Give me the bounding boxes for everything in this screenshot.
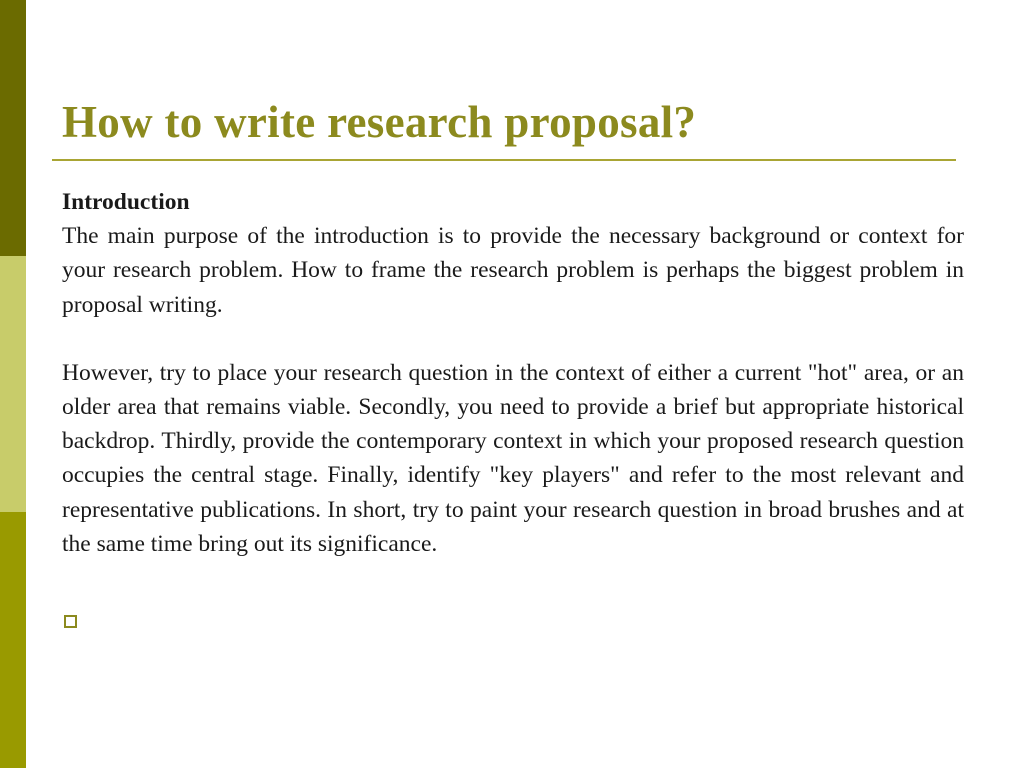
paragraph-context: However, try to place your research question in the context of either a current "hot" area, or an older area that remains viable. Secondly, you need to provide a brief but appropriate historical backdrop. Thirdly, provide the contemporary context in which your proposed research question occupies the central stage. Finally, identify "key players" and refer to the most relevant and representative publications. In short, try to paint your research question in broad brushes and at the same time bring out its significance. — [62, 359, 964, 557]
slide-title: How to write research proposal? — [62, 97, 697, 147]
slide-body — [62, 185, 964, 561]
paragraph-purpose: The main purpose of the introduction is to provide the necessary background or context for your research problem. How to frame the research problem is perhaps the biggest problem in proposal writing. — [62, 223, 964, 318]
section-heading: Introduction — [62, 189, 190, 215]
side-bar-dark — [0, 0, 26, 256]
side-bar-olive — [0, 512, 26, 768]
side-bar-light — [0, 256, 26, 512]
hollow-square-bullet-icon — [64, 615, 77, 628]
title-underline — [52, 159, 956, 161]
